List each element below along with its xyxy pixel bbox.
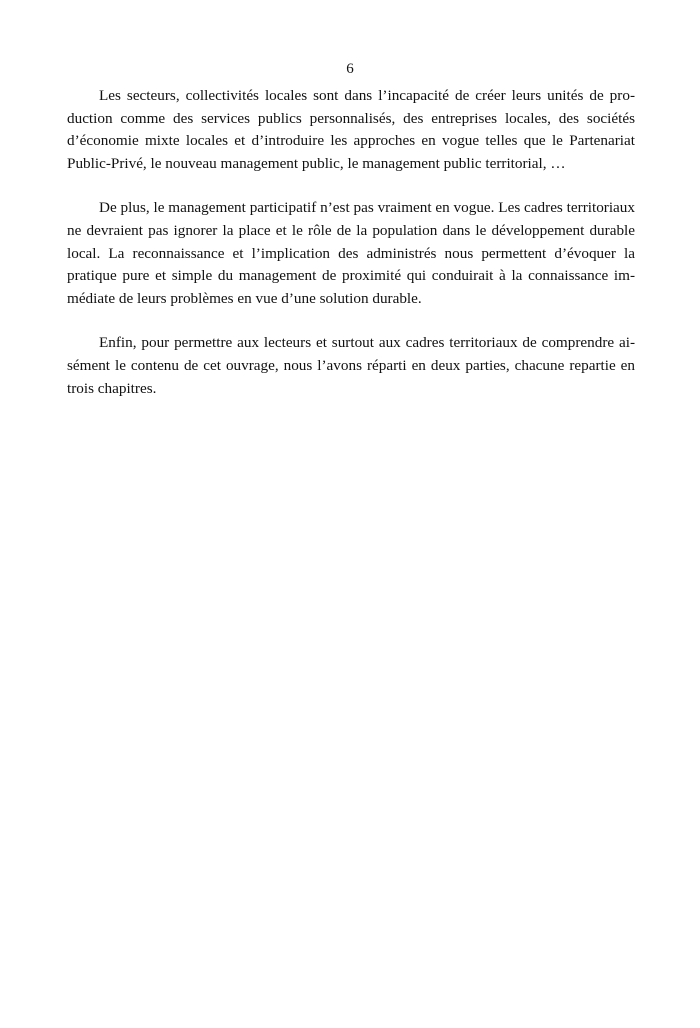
body-text [67, 85, 635, 422]
paragraph-3: Enfin, pour permettre aux lecteurs et surtout aux cadres territoriaux de comprendre aisément le contenu de cet ouvrage, nous l’avons réparti en deux parties, chacune repartie en trois chapitres. [67, 334, 635, 397]
paragraph-1: Les secteurs, collectivités locales sont dans l’incapacité de créer leurs unités de production comme des services publics personnalisés, des entreprises locales, des sociétés d’économie mixte locales et d’introduire les approches en vogue telles que le Partenariat Public-Privé, le nouveau management public, le management public territorial, … [67, 87, 635, 172]
paragraph-2: De plus, le management participatif n’est pas vraiment en vogue. Les cadres territoriaux ne devraient pas ignorer la place et le rôle de la population dans le développement durable local. La reconnaissance et l’implication des administrés nous permettent d’évoquer la pratique pure et simple du management de proximité qui conduirait à la connaissance immédiate de leurs problèmes en vue d’une solution durable. [67, 199, 635, 307]
page-number: 6 [346, 61, 354, 77]
